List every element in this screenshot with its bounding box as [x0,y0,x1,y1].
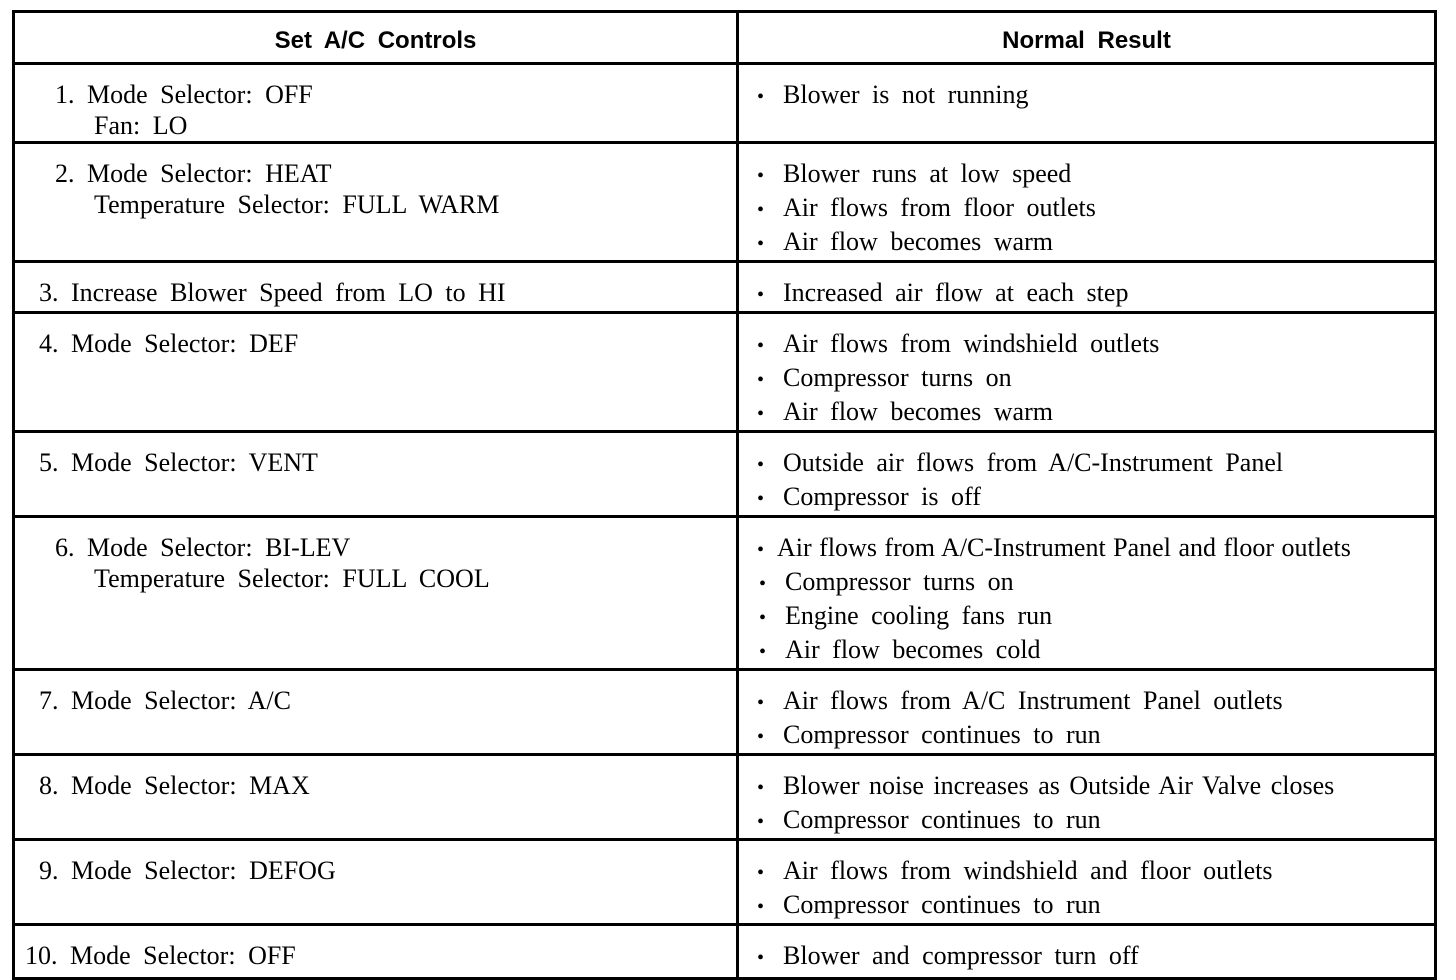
step-number: 8. [39,771,59,800]
result-item: • Air flows from windshield and floor outlets [757,855,1434,889]
step-text: Mode Selector: VENT [71,448,318,477]
bullet-icon: • [757,777,765,799]
table-row [14,517,1436,670]
result-item: • Blower is not running [757,79,1434,113]
ac-test-table [12,10,1437,980]
step-cell [14,670,738,755]
table-row [14,670,1436,755]
header-row [14,12,1436,64]
bullet-icon: • [757,165,765,187]
bullet-icon: • [757,539,765,561]
bullet-icon: • [757,726,765,748]
step-text: Increase Blower Speed from LO to HI [71,278,506,307]
step-cell [14,517,738,670]
step-text: Mode Selector: HEAT [87,159,332,188]
step-line [55,532,736,563]
step-number: 9. [39,856,59,885]
result-item: • Air flow becomes warm [757,226,1434,260]
step-text: Mode Selector: OFF [87,80,313,109]
result-item: • Outside air flows from A/C-Instrument Panel [757,447,1434,481]
bullet-icon: • [757,233,765,255]
result-item: • Compressor turns on [757,362,1434,396]
step-subline: Fan: LO [94,111,188,140]
result-item: • Increased air flow at each step [757,277,1434,311]
step-cell [14,755,738,840]
step-line [39,328,736,359]
step-line [39,770,736,801]
result-item: • Engine cooling fans run [757,600,1434,634]
table-row [14,313,1436,432]
step-text: Mode Selector: DEFOG [71,856,336,885]
result-cell [738,64,1436,143]
step-text: Mode Selector: OFF [70,941,296,970]
step-line [25,940,736,971]
table-row [14,432,1436,517]
result-cell [738,262,1436,313]
step-line [39,855,736,886]
step-cell [14,432,738,517]
table-row [14,143,1436,262]
bullet-icon: • [757,86,765,108]
step-line [39,685,736,716]
step-line [39,447,736,478]
result-cell [738,143,1436,262]
result-item: • Air flows from A/C-Instrument Panel and floor outlets [757,532,1434,566]
step-cell [14,840,738,925]
step-subline: Temperature Selector: FULL WARM [94,190,500,219]
step-number: 4. [39,329,59,358]
step-number: 2. [55,159,75,188]
bullet-icon: • [757,811,765,833]
bullet-icon: • [757,369,765,391]
result-cell [738,517,1436,670]
bullet-icon: • [757,488,765,510]
result-cell [738,755,1436,840]
step-cell [14,64,738,143]
result-item: • Air flow becomes warm [757,396,1434,430]
step-line [55,79,736,110]
step-text: Mode Selector: DEF [71,329,299,358]
bullet-icon: • [757,335,765,357]
bullet-icon: • [757,947,765,969]
step-number: 5. [39,448,59,477]
result-item: • Air flows from windshield outlets [757,328,1434,362]
step-number: 7. [39,686,59,715]
step-number: 6. [55,533,75,562]
step-cell [14,262,738,313]
result-item: • Compressor turns on [757,566,1434,600]
step-text: Mode Selector: MAX [71,771,310,800]
result-item: • Blower runs at low speed [757,158,1434,192]
result-item: • Air flows from A/C Instrument Panel outlets [757,685,1434,719]
result-cell [738,432,1436,517]
result-item: • Blower and compressor turn off [757,940,1434,974]
step-subline: Temperature Selector: FULL COOL [94,564,490,593]
result-cell [738,840,1436,925]
step-cell [14,143,738,262]
result-item: • Air flow becomes cold [757,634,1434,668]
bullet-icon: • [757,403,765,425]
step-line [55,158,736,189]
header-normal-result: Normal Result [738,12,1436,64]
step-text: Mode Selector: A/C [71,686,291,715]
bullet-icon: • [757,692,765,714]
step-cell [14,313,738,432]
result-item: • Compressor continues to run [757,804,1434,838]
result-cell [738,313,1436,432]
result-item: • Compressor is off [757,481,1434,515]
step-line [39,277,736,308]
step-text: Mode Selector: BI-LEV [87,533,351,562]
bullet-icon: • [757,862,765,884]
step-cell [14,925,738,979]
bullet-icon: • [759,641,767,663]
step-number: 3. [39,278,59,307]
result-item: • Compressor continues to run [757,889,1434,923]
bullet-icon: • [759,573,767,595]
table-row [14,262,1436,313]
result-item: • Blower noise increases as Outside Air Valve closes [757,770,1434,804]
result-item: • Compressor continues to run [757,719,1434,753]
result-item: • Air flows from floor outlets [757,192,1434,226]
bullet-icon: • [759,607,767,629]
table-row [14,64,1436,143]
bullet-icon: • [757,284,765,306]
table-row [14,840,1436,925]
result-cell [738,670,1436,755]
bullet-icon: • [757,199,765,221]
table-row [14,925,1436,979]
bullet-icon: • [757,896,765,918]
bullet-icon: • [757,454,765,476]
step-number: 10. [25,941,58,970]
table-row [14,755,1436,840]
header-set-ac-controls: Set A/C Controls [14,12,738,64]
step-number: 1. [55,80,75,109]
result-cell [738,925,1436,979]
